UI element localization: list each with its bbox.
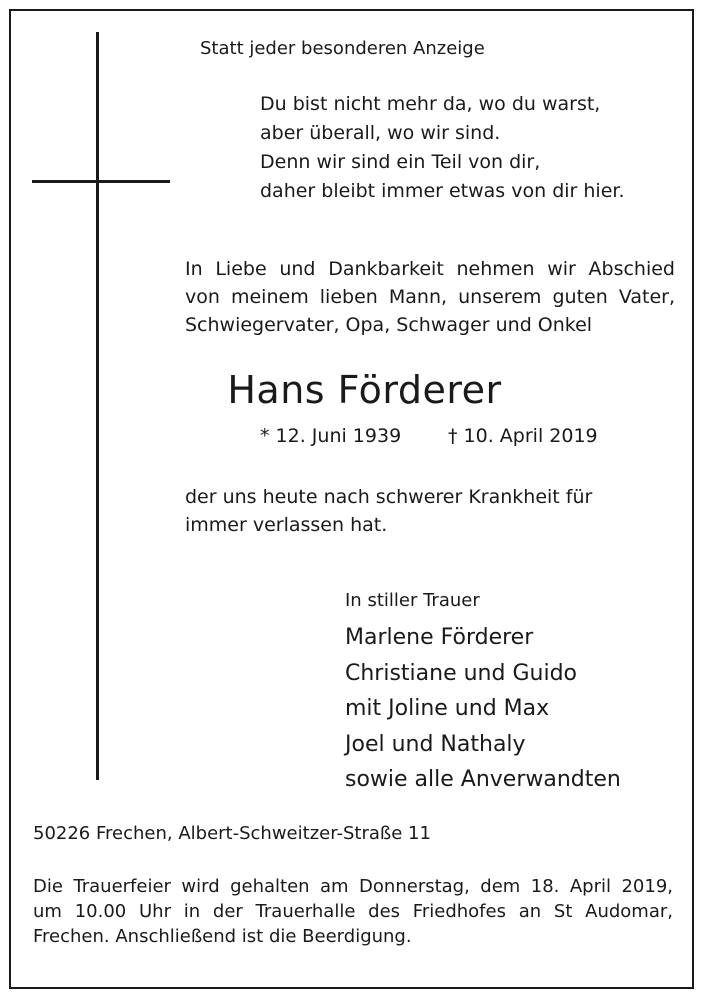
mourner-line: Christiane und Guido [345,660,577,686]
mourner-line: mit Joline und Max [345,696,550,721]
farewell-line: Schwiegervater, Opa, Schwager und Onkel [185,314,593,336]
mourner-line: sowie alle Anverwandten [345,767,621,792]
poem [260,90,625,206]
ceremony-line: um 10.00 Uhr in der Trauerhalle des Friedhofes an St Audomar, [33,901,673,922]
farewell-line: von meinem lieben Mann, unserem guten Vater, [185,286,675,308]
farewell-text [185,255,675,339]
passing-line: immer verlassen hat. [185,514,388,536]
poem-line: daher bleibt immer etwas von dir hier. [260,180,625,202]
deceased-name: Hans Förderer [227,368,502,412]
birth-date: * 12. Juni 1939 [260,425,402,447]
cross-horizontal-bar [32,180,170,183]
mourners-list [345,620,621,798]
ceremony-info [33,874,673,949]
poem-line: Denn wir sind ein Teil von dir, [260,151,541,173]
farewell-line: In Liebe und Dankbarkeit nehmen wir Abschied [185,258,675,280]
passing-line: der uns heute nach schwerer Krankheit für [185,486,593,508]
death-date: † 10. April 2019 [448,425,598,447]
ceremony-line: Die Trauerfeier wird gehalten am Donnerstag, dem 18. April 2019, [33,876,673,897]
mourner-line: Marlene Förderer [345,625,534,650]
notice-header: Statt jeder besonderen Anzeige [200,38,485,59]
mourner-line: Joel und Nathaly [345,731,526,757]
passing-text [185,483,592,539]
address: 50226 Frechen, Albert-Schweitzer-Straße 11 [33,823,431,844]
ceremony-line: Frechen. Anschließend ist die Beerdigung. [33,926,412,947]
poem-line: aber überall, wo wir sind. [260,122,501,144]
poem-line: Du bist nicht mehr da, wo du warst, [260,93,601,115]
mourners-label: In stiller Trauer [345,590,480,611]
